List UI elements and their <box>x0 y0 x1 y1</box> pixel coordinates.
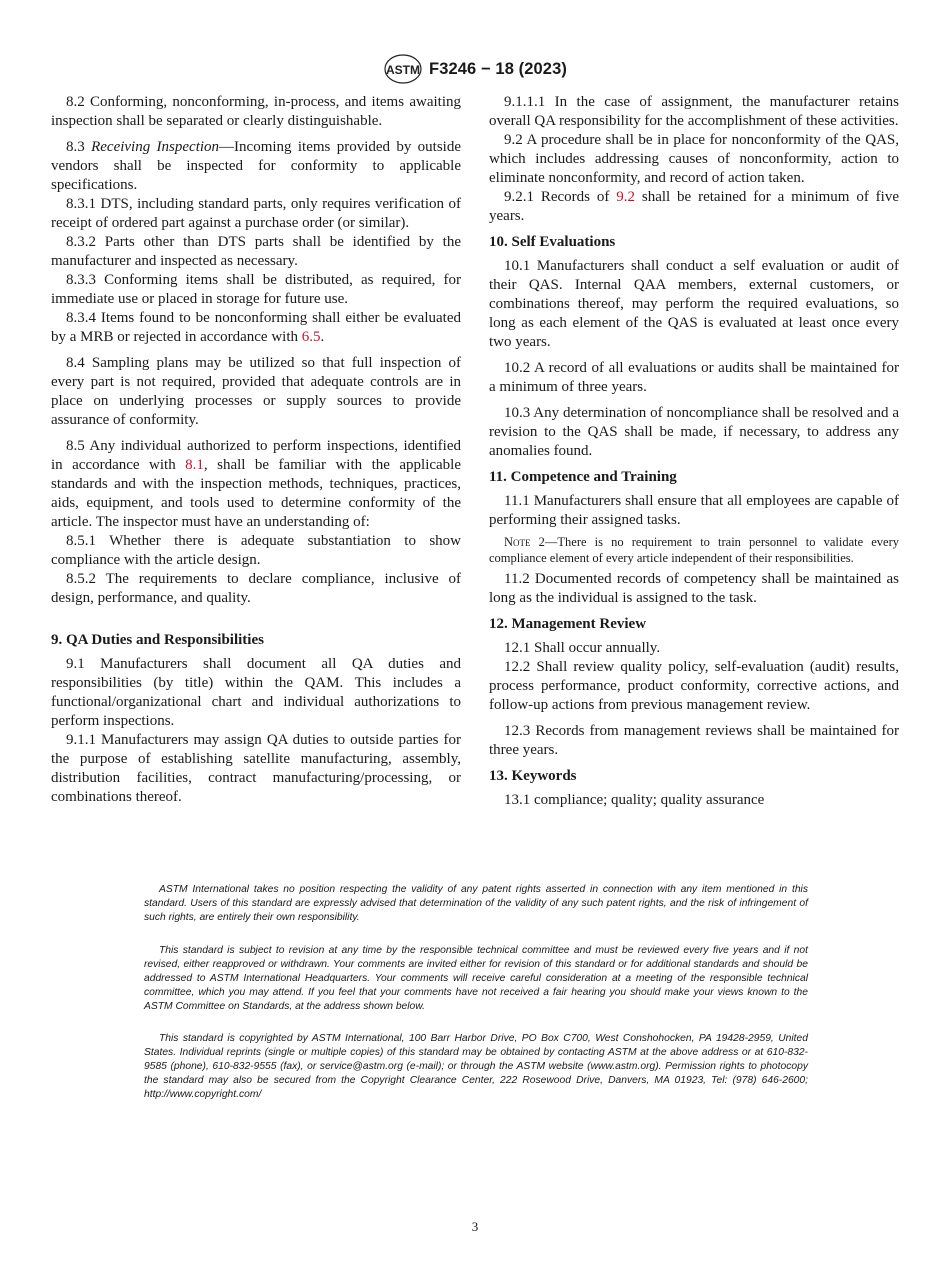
svg-text:ASTM: ASTM <box>386 63 421 77</box>
page-number: 3 <box>471 1219 479 1234</box>
section-9-1: 9.1 Manufacturers shall document all QA duties and responsibilities (by title) within the QAM. This includes a functional/organizational chart and individual authorizations to perform inspections. <box>51 656 461 729</box>
section-11-1: 11.1 Manufacturers shall ensure that all employees are capable of performing their assigned tasks. <box>489 493 899 528</box>
ref-link-6-5[interactable]: 6.5 <box>301 329 321 345</box>
section-8-4: 8.4 Sampling plans may be utilized so that full inspection of every part is not required, provided that adequate controls are in place on underlying processes or supply sources to provide assurance of conformity. <box>51 355 461 428</box>
section-10-1: 10.1 Manufacturers shall conduct a self evaluation or audit of their QAS. Internal QAA members, external customers, or combinations thereof, may perform the required evaluations, so long as each element of the QAS is evaluated at least once every two years. <box>489 258 899 350</box>
footer-patent-notice: ASTM International takes no position respecting the validity of any patent rights asserted in connection with any item mentioned in this standard. Users of this standard are expressly advised that determination of the validity of any such patent rights, and the risk of infringement of such rights, are entirely their own responsibility. <box>144 884 808 923</box>
heading-section-13: 13. Keywords <box>489 768 577 784</box>
section-8-3-3: 8.3.3 Conforming items shall be distributed, as required, for immediate use or placed in storage for future use. <box>51 272 461 307</box>
section-12-2: 12.2 Shall review quality policy, self-evaluation (audit) results, process performance, product conformity, corrective actions, and follow-up actions from previous management review. <box>489 659 899 713</box>
heading-section-12: 12. Management Review <box>489 616 647 632</box>
ref-link-8-1[interactable]: 8.1 <box>185 457 204 473</box>
section-9-1-1-1: 9.1.1.1 In the case of assignment, the manufacturer retains overall QA responsibility for the accomplishment of these activities. <box>489 94 899 129</box>
left-column <box>51 93 461 807</box>
section-8-3-1: 8.3.1 DTS, including standard parts, only requires verification of receipt of ordered part against a purchase order (or similar). <box>51 196 461 231</box>
section-10-3: 10.3 Any determination of noncompliance shall be resolved and a revision to the QAS shall be made, if necessary, to address any anomalies found. <box>489 405 899 459</box>
section-12-3: 12.3 Records from management reviews shall be maintained for three years. <box>489 723 899 758</box>
footer-revision-notice: This standard is subject to revision at any time by the responsible technical committee and must be reviewed every five years and if not revised, either reapproved or withdrawn. Your comments are invited either for revision of this standard or for additional standards and should be addressed to ASTM International Headquarters. Your comments will receive careful consideration at a meeting of the responsible technical committee, which you may attend. If you feel that your comments have not received a fair hearing you should make your views known to the ASTM Committee on Standards, at the address shown below. <box>144 945 808 1012</box>
section-10-2: 10.2 A record of all evaluations or audits shall be maintained for a minimum of three years. <box>489 360 899 395</box>
section-9-1-1: 9.1.1 Manufacturers may assign QA duties to outside parties for the purpose of establishing satellite manufacturing, assembly, distribution facilities, contract manufacturing/processing, or combinations thereof. <box>51 732 461 805</box>
heading-section-9: 9. QA Duties and Responsibilities <box>51 632 264 648</box>
section-8-2: 8.2 Conforming, nonconforming, in-process, and items awaiting inspection shall be separated or clearly distinguishable. <box>51 94 461 129</box>
section-12-1: 12.1 Shall occur annually. <box>504 640 661 656</box>
section-8-3-title: Receiving Inspection <box>91 139 220 155</box>
section-13-1: 13.1 compliance; quality; quality assurance <box>504 792 765 808</box>
section-8-3: 8.3 Receiving Inspection—Incoming items provided by outside vendors shall be inspected for conformity to applicable specifications. <box>51 139 462 193</box>
section-8-3-2: 8.3.2 Parts other than DTS parts shall be identified by the manufacturer and inspected as necessary. <box>51 234 461 269</box>
ref-link-9-2[interactable]: 9.2 <box>616 189 635 205</box>
heading-section-10: 10. Self Evaluations <box>489 234 616 250</box>
astm-logo-icon <box>383 53 423 85</box>
footer-copyright-notice: This standard is copyrighted by ASTM International, 100 Barr Harbor Drive, PO Box C700, West Conshohocken, PA 19428-2959, United States. Individual reprints (single or multiple copies) of this standard may be obtained by contacting ASTM at the above address or at 610-832-9585 (phone), 610-832-9555 (fax), or service@astm.org (e-mail); or through the ASTM website (www.astm.org). Permission rights to photocopy the standard may also be secured from the Copyright Clearance Center, 222 Rosewood Drive, Danvers, MA 01923, Tel: (978) 646-2600; http://www.copyright.com/ <box>144 1033 808 1100</box>
note-2: Note 2—There is no requirement to train personnel to validate every compliance element of every article independent of their responsibilities. <box>489 535 899 565</box>
section-8-5: 8.5 Any individual authorized to perform inspections, identified in accordance with 8.1, shall be familiar with the applicable standards and with the inspection methods, techniques, practices, aids, equipment, and tools used to determine conformity of the article. The inspector must have an understanding of: <box>51 438 461 530</box>
standard-designation: F3246 − 18 (2023) <box>429 59 567 78</box>
section-8-5-2: 8.5.2 The requirements to declare compliance, inclusive of design, performance, and quality. <box>51 571 461 606</box>
page-header <box>0 52 950 86</box>
section-11-2: 11.2 Documented records of competency shall be maintained as long as the individual is assigned to the task. <box>489 571 899 606</box>
right-column <box>489 93 899 810</box>
heading-section-11: 11. Competence and Training <box>489 469 677 485</box>
section-9-2: 9.2 A procedure shall be in place for nonconformity of the QAS, which includes addressing causes of nonconformity, action to eliminate nonconformity, and record of action taken. <box>489 132 899 186</box>
section-8-3-4: 8.3.4 Items found to be nonconforming shall either be evaluated by a MRB or rejected in accordance with 6.5. <box>51 310 461 345</box>
section-8-5-1: 8.5.1 Whether there is adequate substantiation to show compliance with the article design. <box>51 533 461 568</box>
section-9-2-1: 9.2.1 Records of 9.2 shall be retained for a minimum of five years. <box>489 189 900 224</box>
